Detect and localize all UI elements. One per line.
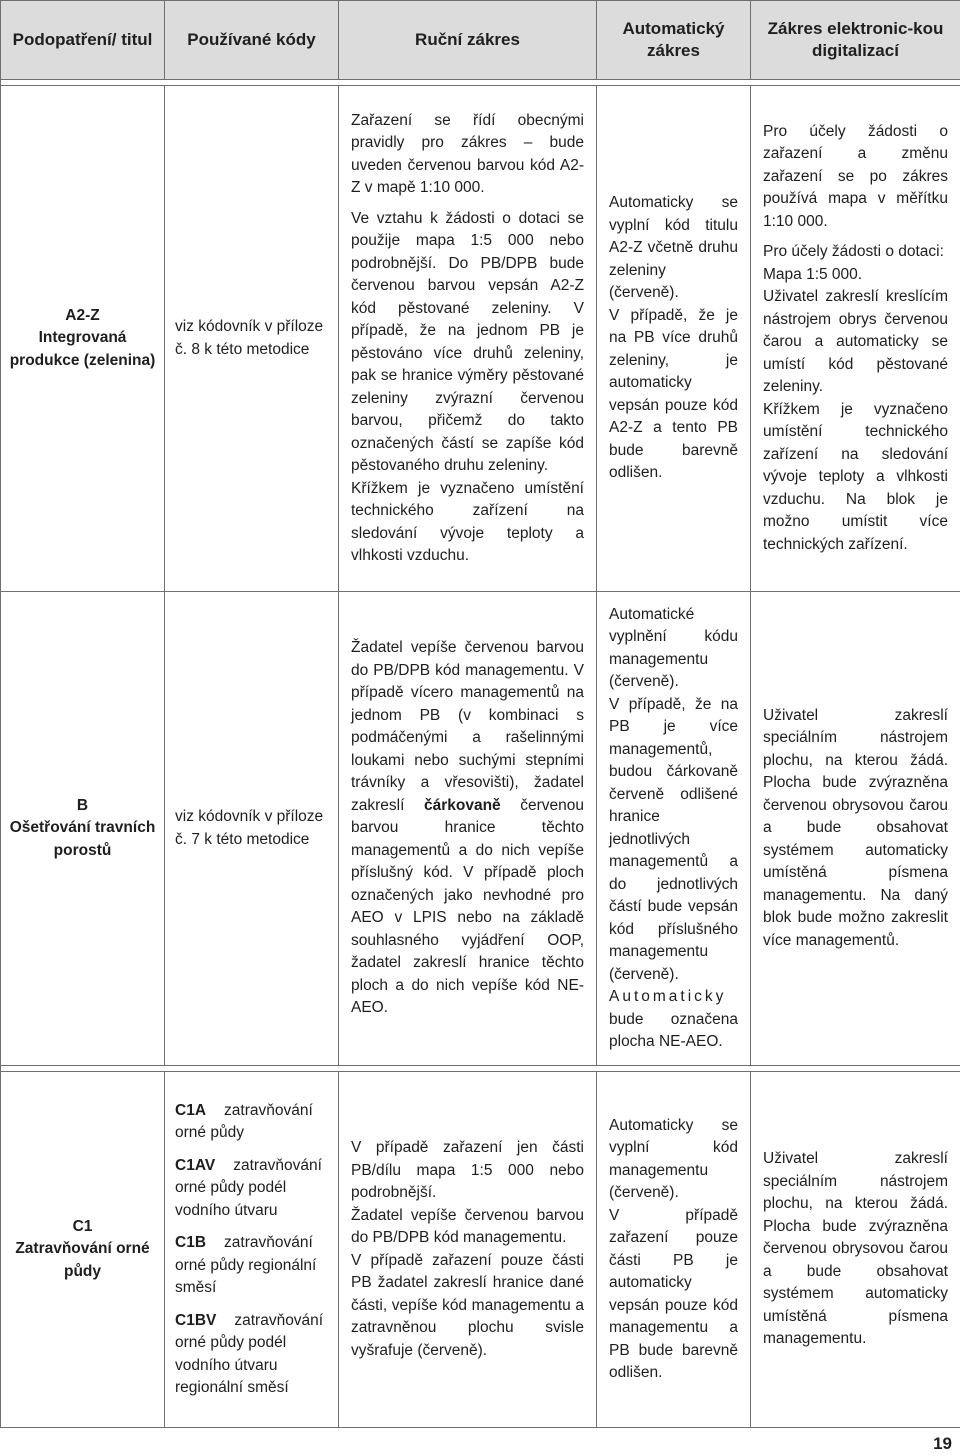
manual-paragraph: Žadatel vepíše červenou barvou do PB/DPB kód managementu. — [351, 1206, 584, 1246]
manual-cell — [339, 86, 597, 592]
digital-paragraph: Uživatel zakreslí speciálním nástrojem plochu, na kterou žádá. Plocha bude zvýrazněna červenou obrysovou čarou a bude obsahovat systémem automaticky umístěná písmena managementu. Na daný blok bude možno zakreslit více managementů. — [763, 706, 948, 949]
manual-cell — [339, 1072, 597, 1428]
manual-text: červenou barvou hranice těchto managementů a do nich vepíše příslušný kód. V případě ploch označených jako nevhodné pro AEO v LPIS nebo na základě souhlasného vyjádření OOP, žadatel zakreslí hranice těchto ploch a do nich vepíše kód NE-AEO. — [351, 796, 584, 1017]
row-title-cell — [1, 1072, 165, 1428]
auto-paragraph: V případě, že na PB je více managementů, budou čárkovaně červeně odlišené hranice jednotlivých managementů a do jednotlivých částí bude vepsán kód příslušného managementu (červeně). — [609, 695, 738, 983]
codes-cell — [165, 86, 339, 592]
code-desc: zatravňování orné půdy podél vodního útvaru — [175, 1156, 322, 1219]
header-title: Podopatření/ titul — [1, 1, 165, 80]
codes-text: viz kódovník v příloze č. 8 k této metodice — [175, 318, 324, 358]
code-item — [175, 1310, 328, 1400]
digital-paragraph: Uživatel zakreslí kreslícím nástrojem obrys červenou čarou a automaticky se umístí kód pěstované zeleniny. — [763, 288, 948, 396]
auto-cell — [597, 86, 751, 592]
auto-paragraph: V případě zařazení pouze části PB je automaticky vepsán pouze kód managementu a PB bude barevně odlišen. — [609, 1206, 738, 1381]
header-row — [1, 1, 960, 80]
manual-paragraph: V případě zařazení pouze části PB žadatel zakreslí hranice dané části, vepíše kód managementu a zatravněnou plochu svisle vyšrafuje (červeně). — [351, 1251, 584, 1359]
code-key: C1BV — [175, 1311, 217, 1329]
row-name: Zatravňování orné půdy — [15, 1240, 150, 1280]
manual-paragraph: Zařazení se řídí obecnými pravidly pro zákres – bude uveden červenou barvou kód A2-Z v mapě 1:10 000. — [351, 111, 584, 196]
manual-paragraph — [351, 637, 584, 1020]
digital-paragraph: Křížkem je vyznačeno umístění technického zařízení na sledování vývoje teploty a vlhkosti vzduchu. Na blok je možno umístit více technických zařízení. — [763, 400, 948, 553]
header-digital: Zákres elektronic-kou digitalizací — [751, 1, 960, 80]
row-code: A2-Z — [65, 306, 100, 324]
auto-paragraph: Automaticky se vyplní kód titulu A2-Z včetně druhu zeleniny (červeně). — [609, 194, 738, 302]
auto-cell — [597, 592, 751, 1066]
manual-cell — [339, 592, 597, 1066]
code-item — [175, 1155, 328, 1223]
code-key: C1B — [175, 1234, 207, 1251]
header-auto: Automatický zákres — [597, 1, 751, 80]
auto-paragraph: Automaticky se vyplní kód managementu (červeně). — [609, 1116, 738, 1201]
auto-text: bude označena plocha NE-AEO. — [609, 1010, 738, 1050]
codes-cell — [165, 592, 339, 1066]
codes-text: viz kódovník v příloze č. 7 k této metodice — [175, 808, 324, 848]
row-code: C1 — [72, 1217, 93, 1235]
manual-paragraph: V případě zařazení jen části PB/dílu mapa 1:5 000 nebo podrobnější. — [351, 1139, 584, 1201]
page-number: 19 — [933, 1434, 952, 1453]
digital-cell — [751, 86, 960, 592]
code-item — [175, 1232, 328, 1300]
auto-cell — [597, 1072, 751, 1428]
code-key: C1A — [175, 1101, 207, 1119]
header-manual: Ruční zákres — [339, 1, 597, 80]
row-name: Integrovaná produkce (zelenina) — [9, 329, 156, 369]
manual-emphasis: čárkovaně — [423, 796, 501, 814]
digital-paragraph: Mapa 1:5 000. — [763, 265, 863, 283]
header-codes: Používané kódy — [165, 1, 339, 80]
codes-cell — [165, 1072, 339, 1428]
row-a2z — [1, 86, 960, 592]
auto-paragraph: V případě, že je na PB více druhů zeleniny, je automaticky vepsán pouze kód A2-Z a tento PB bude barevně odlišen. — [609, 306, 738, 482]
row-name: Ošetřování travních porostů — [9, 819, 156, 859]
code-desc: zatravňování orné půdy — [175, 1101, 313, 1141]
digital-paragraph: Uživatel zakreslí speciálním nástrojem plochu, na kterou žádá. Plocha bude zvýrazněna červenou obrysovou čarou a bude obsahovat systémem automaticky umístěná písmena managementu. — [763, 1150, 948, 1348]
row-title-cell — [1, 86, 165, 592]
row-code: B — [76, 796, 89, 814]
manual-paragraph: Ve vztahu k žádosti o dotaci se použije mapa 1:5 000 nebo podrobnější. Do PB/DPB bude červenou barvou vepsán A2-Z kód pěstované zeleniny. V případě, že na jednom PB je pěstováno více druhů zeleniny, pak se hranice výměry pěstované zeleniny zvýrazní červenou barvou, přičemž do takto označených částí se zapíše kód pěstovaného druhu zeleniny. — [351, 209, 584, 474]
code-item — [175, 1100, 328, 1145]
manual-text: Žadatel vepíše červenou barvou do PB/DPB kód managementu. V případě vícero managementů na jednom PB (v kombinaci s podmáčenými a rašelinnými loukami nebo suchými stepními trávníky a vřesovišti), žadatel zakreslí — [351, 639, 584, 814]
code-desc: zatravňování orné půdy podél vodního útvaru regionální směsí — [175, 1311, 324, 1396]
auto-spaced-word: Automaticky — [609, 988, 727, 1005]
digital-paragraph: Pro účely žádosti o zařazení a změnu zařazení se po zákres používá mapa v měřítku 1:10 000. — [763, 122, 948, 230]
code-key: C1AV — [175, 1156, 216, 1174]
digital-cell — [751, 592, 960, 1066]
auto-paragraph — [609, 986, 738, 1054]
row-title-cell — [1, 592, 165, 1066]
row-b — [1, 592, 960, 1066]
auto-paragraph: Automatické vyplnění kódu managementu (červeně). — [609, 605, 738, 690]
row-c1 — [1, 1072, 960, 1428]
manual-paragraph: Křížkem je vyznačeno umístění technického zařízení na sledování vývoje teploty a vlhkosti vzduchu. — [351, 479, 584, 564]
code-desc: zatravňování orné půdy regionální směsí — [175, 1234, 317, 1296]
digital-cell — [751, 1072, 960, 1428]
digital-paragraph: Pro účely žádosti o dotaci: — [763, 243, 944, 261]
